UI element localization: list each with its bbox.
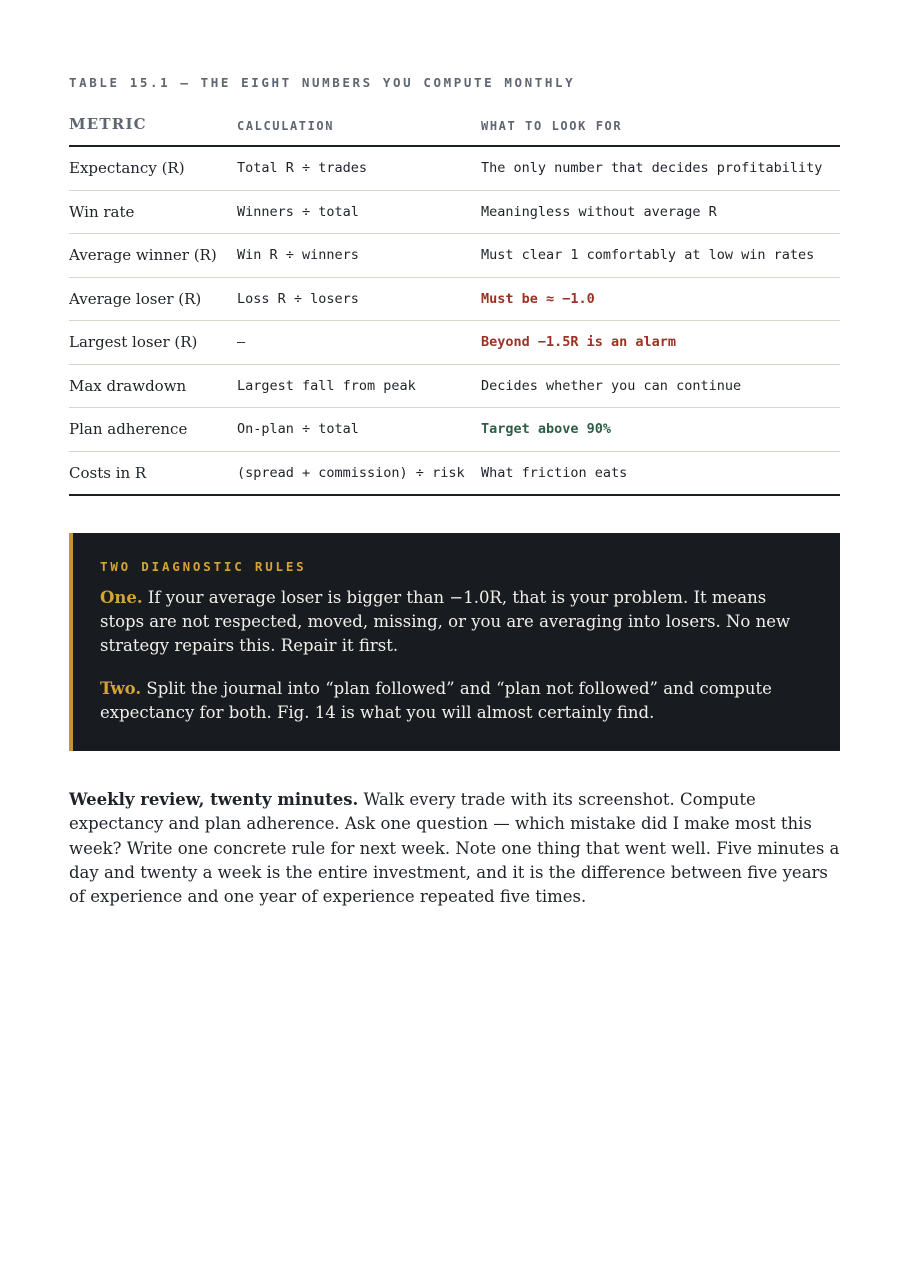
rule-two-lead: Two. [100, 679, 142, 698]
table-row [69, 321, 840, 365]
weekly-review-lead: Weekly review, twenty minutes. [69, 790, 359, 809]
table-row [69, 277, 840, 321]
calculation-cell: Total R ÷ trades [237, 146, 481, 190]
rule-two-text: Split the journal into “plan followed” and “plan not followed” and compute expectancy for both. Fig. 14 is what you will almost certainly find. [100, 679, 772, 722]
column-header-calculation: CALCULATION [237, 115, 481, 146]
look-for-cell: Must clear 1 comfortably at low win rates [481, 234, 840, 278]
rule-one-text: If your average loser is bigger than −1.0R, that is your problem. It means stops are not respected, moved, missing, or you are averaging into losers. No new strategy repairs this. Repair it first. [100, 588, 791, 655]
look-for-cell: What friction eats [481, 451, 840, 495]
metric-cell: Average winner (R) [69, 234, 237, 278]
table-row [69, 146, 840, 190]
look-for-cell-target: Target above 90% [481, 408, 840, 452]
table-row [69, 234, 840, 278]
calculation-cell: Winners ÷ total [237, 190, 481, 234]
calculation-cell: — [237, 321, 481, 365]
callout-label: TWO DIAGNOSTIC RULES [100, 559, 307, 574]
table-row [69, 364, 840, 408]
table-row [69, 190, 840, 234]
table-row [69, 451, 840, 495]
calculation-cell: Loss R ÷ losers [237, 277, 481, 321]
column-header-look-for: WHAT TO LOOK FOR [481, 115, 840, 146]
table-row [69, 408, 840, 452]
metric-cell: Largest loser (R) [69, 321, 237, 365]
page [69, 74, 840, 926]
diagnostic-rules-callout [69, 533, 840, 751]
metric-cell: Expectancy (R) [69, 146, 237, 190]
metrics-table [69, 115, 840, 496]
metric-cell: Max drawdown [69, 364, 237, 408]
table-caption: TABLE 15.1 — THE EIGHT NUMBERS YOU COMPUTE MONTHLY [69, 75, 576, 90]
calculation-cell: (spread + commission) ÷ risk [237, 451, 481, 495]
rule-two-paragraph [100, 677, 812, 725]
look-for-cell: Meaningless without average R [481, 190, 840, 234]
weekly-review-paragraph [69, 788, 840, 909]
weekly-review-text: Walk every trade with its screenshot. Compute expectancy and plan adherence. Ask one question — which mistake did I make most this week? Write one concrete rule for next week. Note one thing that went well. Five minutes a day and twenty a week is the entire investment, and it is the difference between five years of experience and one year of experience repeated five times. [69, 790, 840, 907]
column-header-metric: METRIC [69, 115, 237, 146]
table-header-row [69, 115, 840, 146]
calculation-cell: Largest fall from peak [237, 364, 481, 408]
metric-cell: Plan adherence [69, 408, 237, 452]
metric-cell: Win rate [69, 190, 237, 234]
look-for-cell: The only number that decides profitability [481, 146, 840, 190]
metric-cell: Average loser (R) [69, 277, 237, 321]
look-for-cell-warning: Must be ≈ −1.0 [481, 277, 840, 321]
look-for-cell-warning: Beyond −1.5R is an alarm [481, 321, 840, 365]
look-for-cell: Decides whether you can continue [481, 364, 840, 408]
rule-one-lead: One. [100, 588, 143, 607]
calculation-cell: Win R ÷ winners [237, 234, 481, 278]
rule-one-paragraph [100, 586, 812, 658]
metric-cell: Costs in R [69, 451, 237, 495]
calculation-cell: On-plan ÷ total [237, 408, 481, 452]
